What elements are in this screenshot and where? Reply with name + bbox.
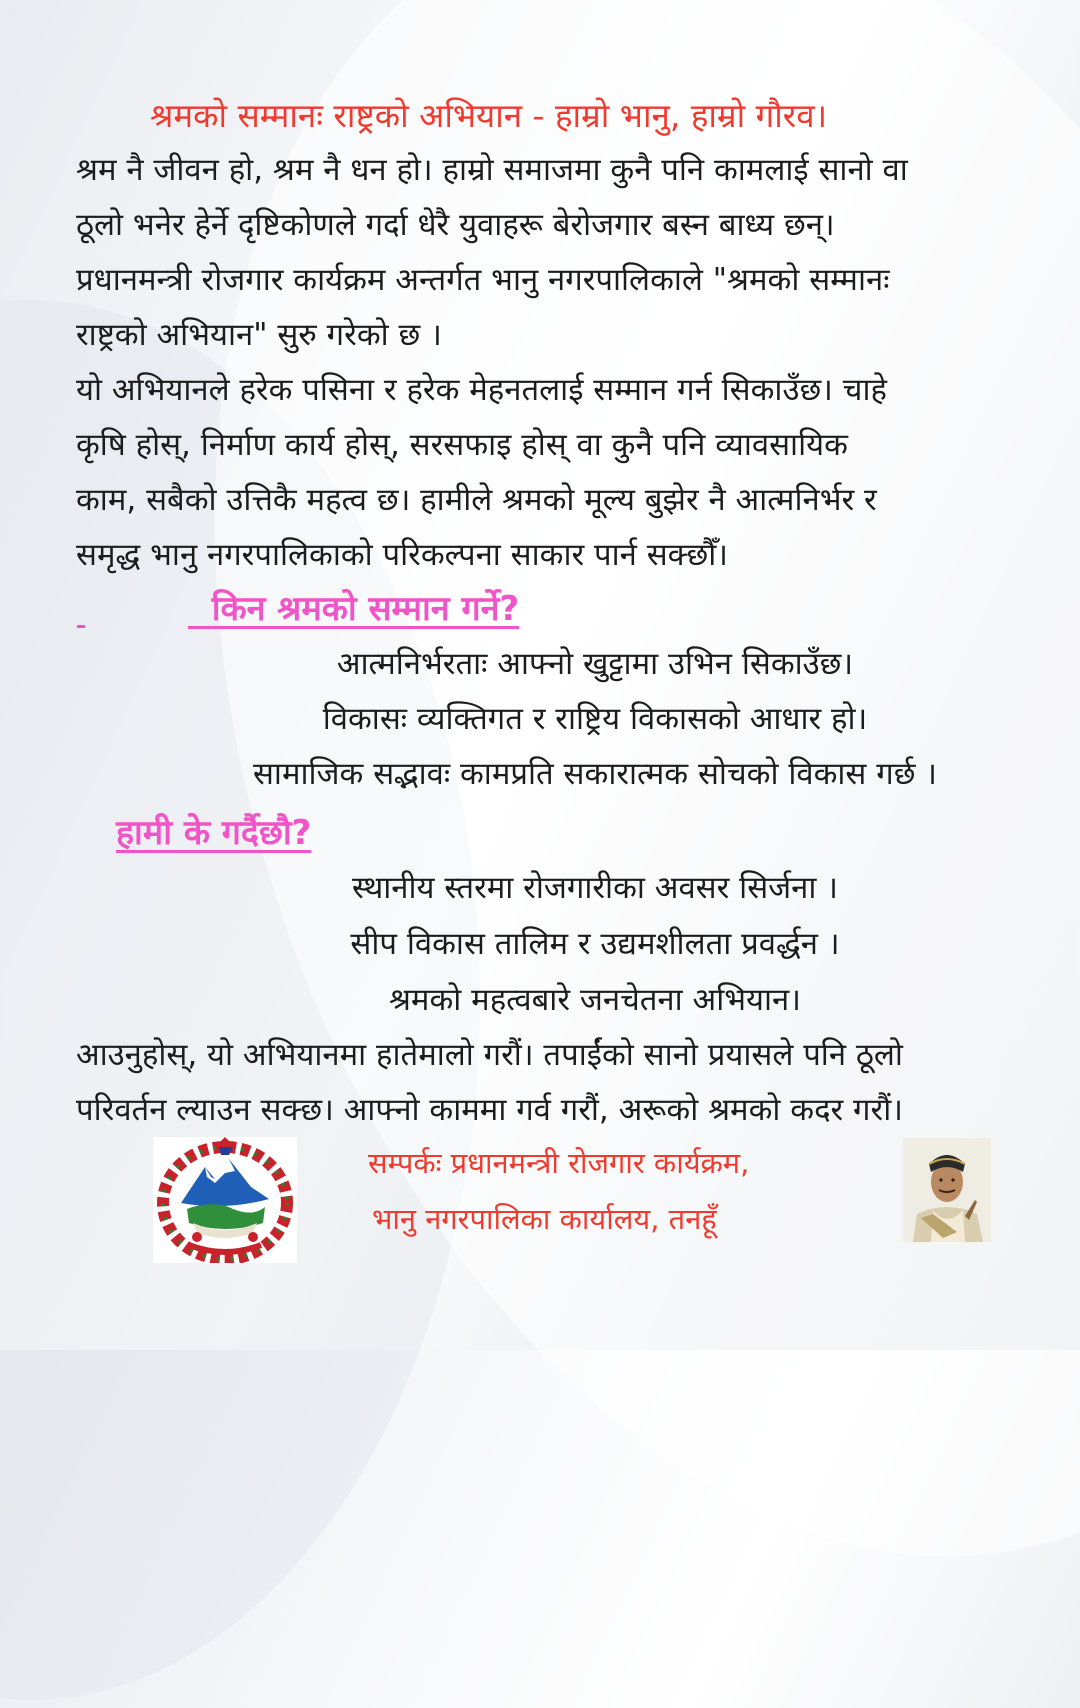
closing-line: परिवर्तन ल्याउन सक्छ। आफ्नो काममा गर्व गरौं, अरूको श्रमको कदर गरौं। bbox=[76, 1092, 903, 1128]
closing-paragraph bbox=[76, 1028, 1080, 1138]
intro-line: ठूलो भनेर हेर्ने दृष्टिकोणले गर्दा धेरै युवाहरू बेरोजगार बस्न बाध्य छन्। bbox=[76, 207, 835, 243]
intro-line: समृद्ध भानु नगरपालिकाको परिकल्पना साकार पार्न सक्छौँ। bbox=[76, 537, 729, 573]
why-heading bbox=[188, 584, 519, 630]
contact-line-2: भानु नगरपालिका कार्यालय, तनहूँ bbox=[372, 1202, 717, 1236]
what-point: स्थानीय स्तरमा रोजगारीका अवसर सिर्जना । bbox=[352, 870, 838, 906]
why-heading-pad bbox=[188, 589, 212, 629]
intro-line: कृषि होस्, निर्माण कार्य होस्, सरसफाइ होस् वा कुनै पनि व्यावसायिक bbox=[76, 427, 848, 463]
intro-line: काम, सबैको उत्तिकै महत्व छ। हामीले श्रमको मूल्य बुझेर नै आत्मनिर्भर र bbox=[76, 482, 877, 518]
portrait-icon bbox=[903, 1138, 991, 1242]
why-heading-text: किन श्रमको सम्मान गर्ने? bbox=[211, 589, 520, 629]
closing-line: आउनुहोस्, यो अभियानमा हातेमालो गरौं। तपाईंको सानो प्रयासले पनि ठूलो bbox=[76, 1037, 903, 1073]
what-heading: हामी के गर्दैछौ? bbox=[116, 813, 312, 853]
contact-line-1: सम्पर्कः प्रधानमन्त्री रोजगार कार्यक्रम, bbox=[368, 1146, 750, 1180]
why-point: सामाजिक सद्भावः कामप्रति सकारात्मक सोचको विकास गर्छ । bbox=[252, 756, 938, 792]
poster-title: श्रमको सम्मानः राष्ट्रको अभियान - हाम्रो भानु, हाम्रो गौरव। bbox=[150, 96, 828, 135]
intro-paragraph bbox=[76, 143, 1080, 583]
why-point: आत्मनिर्भरताः आफ्नो खुट्टामा उभिन सिकाउँछ। bbox=[336, 646, 854, 682]
intro-line: प्रधानमन्त्री रोजगार कार्यक्रम अन्तर्गत भानु नगरपालिकाले "श्रमको सम्मानः bbox=[76, 262, 890, 298]
intro-line: श्रम नै जीवन हो, श्रम नै धन हो। हाम्रो समाजमा कुनै पनि कामलाई सानो वा bbox=[76, 152, 908, 188]
what-point: श्रमको महत्वबारे जनचेतना अभियान। bbox=[388, 982, 801, 1018]
why-underline-stub bbox=[77, 625, 85, 628]
intro-line: राष्ट्रको अभियान" सुरु गरेको छ । bbox=[76, 317, 442, 353]
nepal-emblem-icon bbox=[153, 1137, 297, 1263]
why-point: विकासः व्यक्तिगत र राष्ट्रिय विकासको आधार हो। bbox=[322, 701, 868, 737]
what-point: सीप विकास तालिम र उद्यमशीलता प्रवर्द्धन । bbox=[350, 926, 840, 962]
intro-line: यो अभियानले हरेक पसिना र हरेक मेहनतलाई सम्मान गर्न सिकाउँछ। चाहे bbox=[76, 372, 887, 408]
